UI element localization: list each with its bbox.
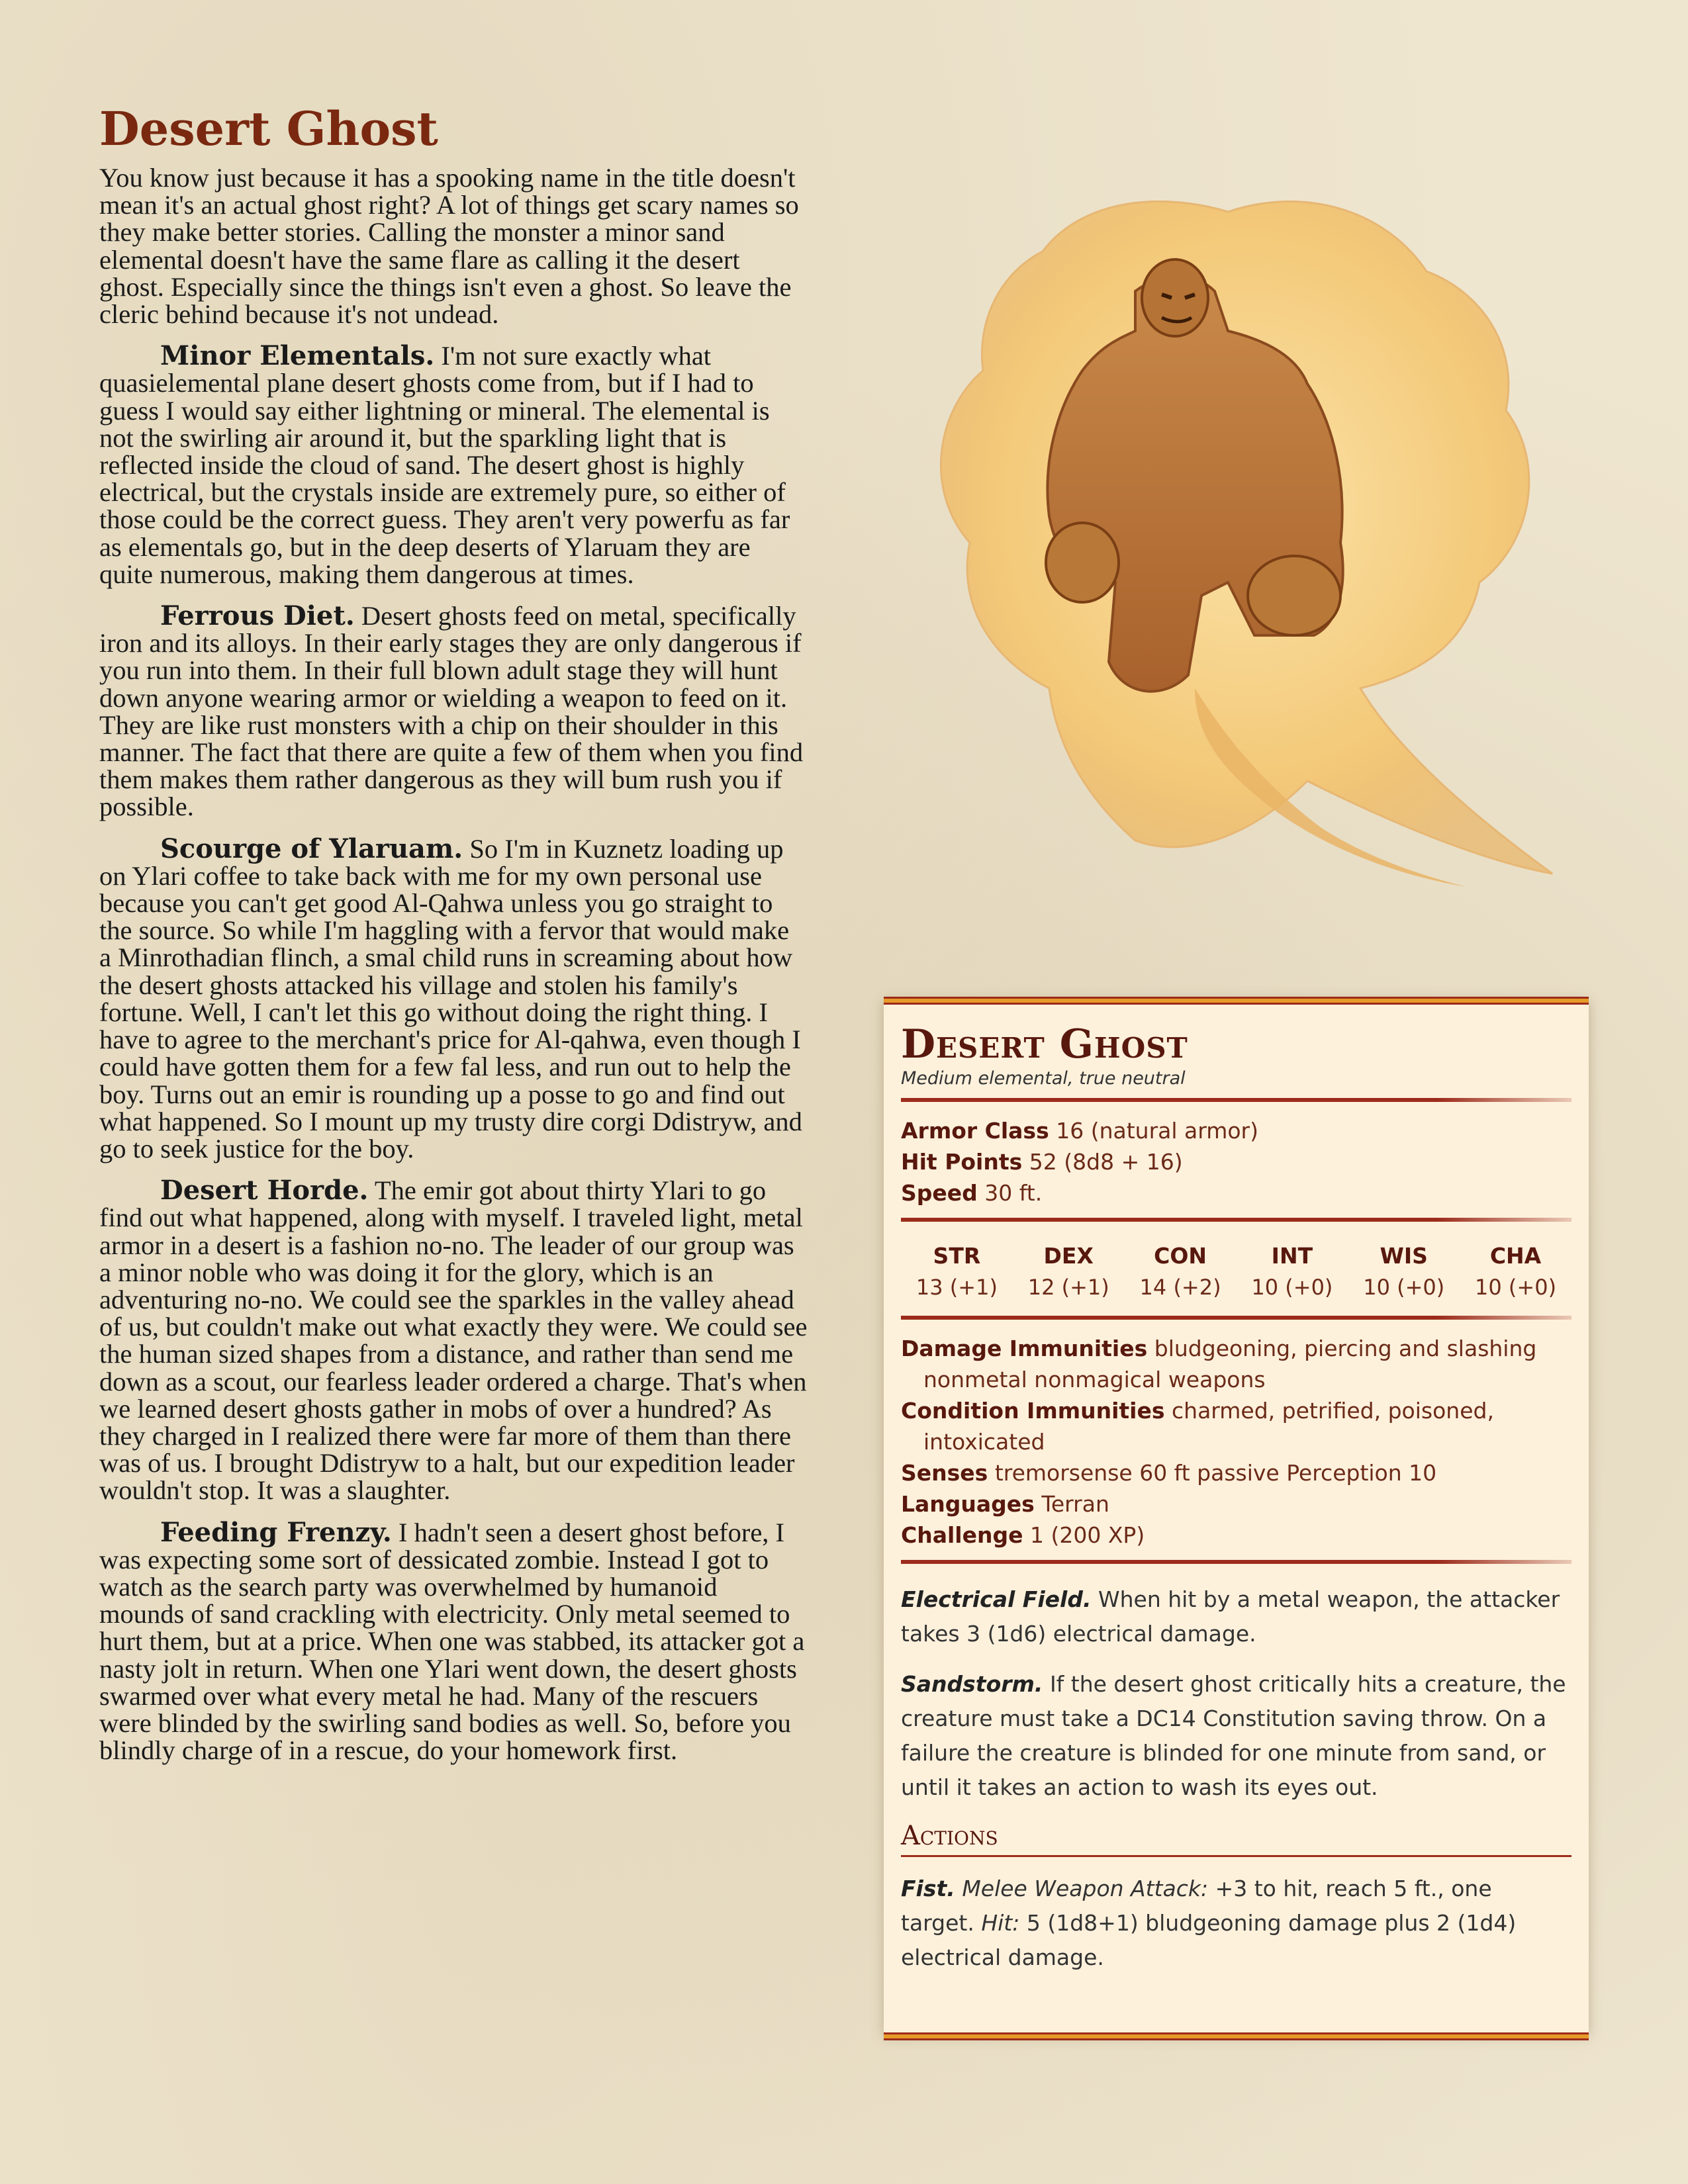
ability-value: 10 (+0): [1251, 1275, 1333, 1300]
hit-points-value: 52 (8d8 + 16): [1029, 1149, 1183, 1175]
section-desert-horde: [99, 1177, 808, 1504]
actions-heading: Actions: [901, 1821, 1571, 1857]
ability-scores: [901, 1235, 1571, 1306]
trait-name: Electrical Field.: [901, 1586, 1092, 1612]
damage-immunities: [901, 1333, 1571, 1395]
armor-class-value: 16 (natural armor): [1056, 1118, 1259, 1144]
section-heading: Minor Elementals.: [160, 340, 435, 372]
stat-block-bottom-border: [884, 2032, 1589, 2040]
ability-value: 14 (+2): [1139, 1275, 1221, 1300]
speed-value: 30 ft.: [984, 1180, 1043, 1206]
languages-label: Languages: [901, 1491, 1035, 1517]
section-body: The emir got about thirty Ylari to go find out what happened, along with myself. I traveled light, metal armor in a desert is a fashion no-no. The leader of our group was a minor noble who was doing it for the glory, which is an adventuring no-no. We could see the sparkles in the valley ahead of us, but couldn't make out what exactly they were. We could see the human sized shapes from a distance, and rather than send me down as a scout, our fearless leader ordered a charge. That's when we learned desert ghosts gather in mobs of over a hundred? As they charged in I realized there were far more of them than there was of us. I brought Ddistryw to a halt, but our expedition leader wouldn't stop. It was a slaughter.: [99, 1175, 808, 1506]
section-heading: Ferrous Diet.: [160, 600, 355, 632]
damage-immunities-label: Damage Immunities: [901, 1336, 1148, 1361]
section-body: So I'm in Kuznetz loading up on Ylari coffee to take back with me for my own personal use because you can't get good Al-Qahwa unless you go straight to the source. So while I'm haggling with a fervor that would make a Minrothadian flinch, a smal child runs in screaming about how the desert ghosts attacked his village and stolen his family's fortune. Well, I can't let this go without doing the right thing. I have to agree to the merchant's price for Al-qahwa, even though I could have gotten them for a few fal less, and run out to help the boy. Turns out an emir is rounding up a posse to go and find out what happened. So I mount up my trusty dire corgi Ddistryw, and go to seek justice for the boy.: [99, 833, 802, 1163]
languages-value: Terran: [1041, 1491, 1109, 1517]
senses: [901, 1457, 1571, 1488]
divider: [901, 1560, 1571, 1564]
ability-str: [904, 1240, 1009, 1302]
action-hit-label: Hit:: [981, 1910, 1020, 1936]
ability-value: 10 (+0): [1475, 1275, 1557, 1300]
ability-name: INT: [1271, 1243, 1313, 1269]
hit-points: [901, 1146, 1571, 1177]
speed: [901, 1177, 1571, 1208]
hit-points-label: Hit Points: [901, 1149, 1023, 1175]
senses-label: Senses: [901, 1460, 988, 1486]
ability-cha: [1463, 1240, 1569, 1302]
section-body: I hadn't seen a desert ghost before, I was expecting some sort of dessicated zombie. Instead I got to watch as the search party was overwhelmed by humanoid mounds of sand crackling with electricity. Only metal seemed to hurt them, but at a price. When one was stabbed, its attacker got a nasty jolt in return. When one Ylari went down, the desert ghosts swarmed over what every metal he had. Many of the rescuers were blinded by the swirling sand bodies as well. So, before you blindly charge of in a rescue, do your homework first.: [99, 1517, 805, 1766]
languages: [901, 1488, 1571, 1520]
trait-name: Sandstorm.: [901, 1671, 1043, 1697]
section-feeding-frenzy: [99, 1516, 808, 1766]
page-title: Desert Ghost: [99, 101, 438, 156]
condition-immunities-value: charmed, petrified, poisoned, intoxicated: [923, 1398, 1494, 1455]
desert-ghost-illustration: [884, 172, 1589, 907]
section-heading: Scourge of Ylaruam.: [160, 833, 463, 864]
trait-sandstorm: [901, 1667, 1571, 1805]
challenge: [901, 1520, 1571, 1551]
action-attack-type: Melee Weapon Attack:: [962, 1876, 1209, 1901]
stat-block: [884, 1001, 1589, 2036]
armor-class-label: Armor Class: [901, 1118, 1049, 1144]
trait-text: If the desert ghost critically hits a creature, the creature must take a DC14 Constitution saving throw. On a failure the creature is blinded for one minute from sand, or until it takes an action to wash its eyes out.: [901, 1671, 1566, 1800]
stat-block-top-border: [884, 997, 1589, 1005]
divider: [901, 1098, 1571, 1102]
section-body: I'm not sure exactly what quasielemental plane desert ghosts come from, but if I had to guess I would say either lightning or mineral. The elemental is not the swirling air around it, but the sparkling light that is reflected inside the cloud of sand. The desert ghost is highly electrical, but the crystals inside are extremely pure, so either of those could be the correct guess. They aren't very powerfu as far as elementals go, but in the deep deserts of Ylaruam they are quite numerous, making them dangerous at times.: [99, 341, 790, 589]
ability-value: 12 (+1): [1027, 1275, 1109, 1300]
armor-class: [901, 1115, 1571, 1146]
condition-immunities-label: Condition Immunities: [901, 1398, 1165, 1424]
ability-name: STR: [933, 1243, 981, 1269]
action-name: Fist.: [901, 1876, 955, 1901]
ability-con: [1127, 1240, 1233, 1302]
condition-immunities: [901, 1395, 1571, 1457]
ability-name: CHA: [1489, 1243, 1542, 1269]
ability-wis: [1351, 1240, 1457, 1302]
trait-text: When hit by a metal weapon, the attacker takes 3 (1d6) electrical damage.: [901, 1586, 1560, 1647]
section-heading: Feeding Frenzy.: [160, 1516, 392, 1548]
ability-value: 13 (+1): [915, 1275, 998, 1300]
action-hit: 5 (1d8+1) bludgeoning damage plus 2 (1d4) electrical damage.: [901, 1910, 1517, 1970]
divider: [901, 1218, 1571, 1222]
trait-electrical-field: [901, 1582, 1571, 1651]
section-ferrous-diet: [99, 602, 808, 821]
ability-name: DEX: [1043, 1243, 1094, 1269]
section-body: Desert ghosts feed on metal, specifically iron and its alloys. In their early stages they are only dangerous if you run into them. In their full blown adult stage they will hunt down anyone wearing armor or wielding a weapon to feed on it. They are like rust monsters with a chip on their shoulder in this manner. The fact that there are quite a few of them when you find them makes them rather dangerous as they will bum rush you if possible.: [99, 601, 804, 822]
damage-immunities-value: bludgeoning, piercing and slashing nonmetal nonmagical weapons: [923, 1336, 1537, 1392]
section-scourge-of-ylaruam: [99, 835, 808, 1162]
challenge-label: Challenge: [901, 1522, 1023, 1548]
main-text-column: [99, 99, 808, 1764]
speed-label: Speed: [901, 1180, 978, 1206]
ability-int: [1239, 1240, 1345, 1302]
section-heading: Desert Horde.: [160, 1175, 369, 1206]
ability-dex: [1015, 1240, 1121, 1302]
divider: [901, 1316, 1571, 1320]
intro-paragraph: You know just because it has a spooking name in the title doesn't mean it's an actual ghost right? A lot of things get scary names so they make better stories. Calling the monster a minor sand elemental doesn't have the same flare as calling it the desert ghost. Especially since the things isn't even a ghost. So leave the cleric behind because it's not undead.: [99, 163, 799, 330]
stat-block-name: Desert Ghost: [901, 1021, 1188, 1068]
ability-value: 10 (+0): [1363, 1275, 1445, 1300]
stat-block-type: Medium elemental, true neutral: [901, 1068, 1186, 1089]
ability-name: CON: [1154, 1243, 1207, 1269]
action-fist: [901, 1872, 1571, 1975]
senses-value: tremorsense 60 ft passive Perception 10: [994, 1460, 1437, 1486]
challenge-value: 1 (200 XP): [1029, 1522, 1145, 1548]
action-attack: +3 to hit, reach 5 ft., one target.: [901, 1876, 1492, 1936]
section-minor-elementals: [99, 342, 808, 588]
ability-name: WIS: [1380, 1243, 1428, 1269]
